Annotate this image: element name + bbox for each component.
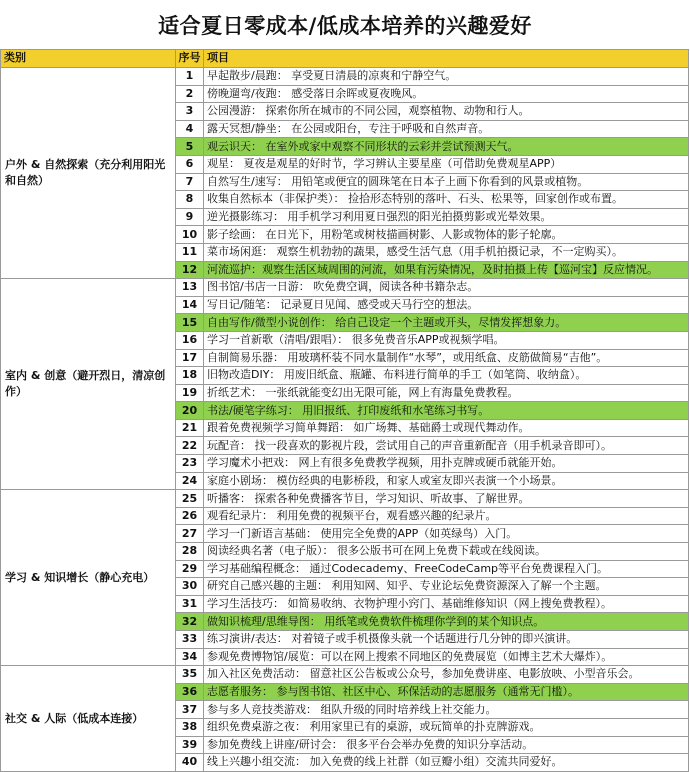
row-number: 20 bbox=[176, 402, 204, 420]
hobby-item: 做知识梳理/思维导图： 用纸笔或免费软件梳理你学到的某个知识点。 bbox=[204, 613, 689, 631]
row-number: 24 bbox=[176, 472, 204, 490]
row-number: 16 bbox=[176, 331, 204, 349]
row-number: 15 bbox=[176, 314, 204, 332]
row-number: 21 bbox=[176, 419, 204, 437]
row-number: 26 bbox=[176, 507, 204, 525]
hobby-item: 参观免费博物馆/展览：可以在网上搜索不同地区的免费展览（如博主艺术大爆炸）。 bbox=[204, 648, 689, 666]
row-number: 23 bbox=[176, 455, 204, 473]
hobby-item: 影子绘画： 在日光下，用粉笔或树枝描画树影、人影或物体的影子轮廓。 bbox=[204, 226, 689, 244]
row-number: 2 bbox=[176, 85, 204, 103]
row-number: 7 bbox=[176, 173, 204, 191]
row-number: 10 bbox=[176, 226, 204, 244]
hobby-item: 傍晚遛弯/夜跑： 感受落日余晖或夏夜晚风。 bbox=[204, 85, 689, 103]
header-item: 项目 bbox=[204, 50, 689, 68]
hobby-item: 研究自己感兴趣的主题： 利用知网、知乎、专业论坛免费资源深入了解一个主题。 bbox=[204, 578, 689, 596]
table-row bbox=[1, 490, 689, 508]
row-number: 5 bbox=[176, 138, 204, 156]
row-number: 1 bbox=[176, 68, 204, 86]
hobby-item: 学习魔术小把戏： 网上有很多免费教学视频，用扑克牌或硬币就能开始。 bbox=[204, 455, 689, 473]
row-number: 3 bbox=[176, 103, 204, 121]
row-number: 33 bbox=[176, 631, 204, 649]
hobby-item: 书法/硬笔字练习： 用旧报纸、打印废纸和水笔练习书写。 bbox=[204, 402, 689, 420]
row-number: 13 bbox=[176, 279, 204, 297]
hobby-item: 逆光摄影练习： 用手机学习利用夏日强烈的阳光拍摄剪影或光晕效果。 bbox=[204, 208, 689, 226]
hobby-item: 听播客： 探索各种免费播客节目，学习知识、听故事、了解世界。 bbox=[204, 490, 689, 508]
row-number: 8 bbox=[176, 191, 204, 209]
hobby-item: 早起散步/晨跑： 享受夏日清晨的凉爽和宁静空气。 bbox=[204, 68, 689, 86]
category-cell: 室内 & 创意（避开烈日，清凉创作） bbox=[1, 279, 176, 490]
hobby-item: 加入社区免费活动： 留意社区公告板或公众号，参加免费讲座、电影放映、小型音乐会。 bbox=[204, 666, 689, 684]
hobby-item: 学习生活技巧： 如简易收纳、衣物护理小窍门、基础维修知识（网上搜免费教程）。 bbox=[204, 595, 689, 613]
hobby-item: 露天冥想/静坐： 在公园或阳台，专注于呼吸和自然声音。 bbox=[204, 120, 689, 138]
row-number: 6 bbox=[176, 155, 204, 173]
header-index: 序号 bbox=[176, 50, 204, 68]
hobby-item: 折纸艺术： 一张纸就能变幻出无限可能，网上有海量免费教程。 bbox=[204, 384, 689, 402]
row-number: 39 bbox=[176, 736, 204, 754]
row-number: 27 bbox=[176, 525, 204, 543]
category-cell: 学习 & 知识增长（静心充电） bbox=[1, 490, 176, 666]
row-number: 35 bbox=[176, 666, 204, 684]
hobby-item: 观云识天： 在室外或家中观察不同形状的云彩并尝试预测天气。 bbox=[204, 138, 689, 156]
hobby-item: 观星： 夏夜是观星的好时节，学习辨认主要星座（可借助免费观星APP） bbox=[204, 155, 689, 173]
hobby-item: 公园漫游： 探索你所在城市的不同公园，观察植物、动物和行人。 bbox=[204, 103, 689, 121]
hobby-item: 组织免费桌游之夜： 利用家里已有的桌游，或玩简单的扑克牌游戏。 bbox=[204, 718, 689, 736]
hobby-item: 自由写作/微型小说创作： 给自己设定一个主题或开头，尽情发挥想象力。 bbox=[204, 314, 689, 332]
row-number: 28 bbox=[176, 543, 204, 561]
row-number: 29 bbox=[176, 560, 204, 578]
hobby-item: 河流巡护：观察生活区域周围的河流，如果有污染情况，及时拍摄上传【巡河宝】反应情况。 bbox=[204, 261, 689, 279]
hobby-item: 图书馆/书店一日游： 吹免费空调，阅读各种书籍杂志。 bbox=[204, 279, 689, 297]
table-row bbox=[1, 279, 689, 297]
row-number: 36 bbox=[176, 683, 204, 701]
row-number: 34 bbox=[176, 648, 204, 666]
row-number: 12 bbox=[176, 261, 204, 279]
hobby-item: 写日记/随笔： 记录夏日见闻、感受或天马行空的想法。 bbox=[204, 296, 689, 314]
hobby-table bbox=[0, 49, 689, 772]
row-number: 30 bbox=[176, 578, 204, 596]
row-number: 9 bbox=[176, 208, 204, 226]
hobby-item: 参与多人竞技类游戏： 组队升级的同时培养线上社交能力。 bbox=[204, 701, 689, 719]
row-number: 4 bbox=[176, 120, 204, 138]
hobby-item: 线上兴趣小组交流： 加入免费的线上社群（如豆瓣小组）交流共同爱好。 bbox=[204, 754, 689, 772]
category-cell: 社交 & 人际（低成本连接） bbox=[1, 666, 176, 772]
category-cell: 户外 & 自然探索（充分利用阳光和自然） bbox=[1, 68, 176, 279]
table-row bbox=[1, 666, 689, 684]
table-row bbox=[1, 68, 689, 86]
header-category: 类别 bbox=[1, 50, 176, 68]
hobby-item: 阅读经典名著（电子版）： 很多公版书可在网上免费下载或在线阅读。 bbox=[204, 543, 689, 561]
row-number: 22 bbox=[176, 437, 204, 455]
hobby-item: 旧物改造DIY： 用废旧纸盒、瓶罐、布料进行简单的手工（如笔筒、收纳盒）。 bbox=[204, 367, 689, 385]
row-number: 40 bbox=[176, 754, 204, 772]
row-number: 37 bbox=[176, 701, 204, 719]
hobby-item: 参加免费线上讲座/研讨会： 很多平台会举办免费的知识分享活动。 bbox=[204, 736, 689, 754]
hobby-item: 自制简易乐器： 用玻璃杯装不同水量制作“水琴”，或用纸盒、皮筋做简易“吉他”。 bbox=[204, 349, 689, 367]
hobby-item: 自然写生/速写： 用铅笔或便宜的圆珠笔在日本子上画下你看到的风景或植物。 bbox=[204, 173, 689, 191]
hobby-item: 收集自然标本（非保护类）： 捡拾形态特别的落叶、石头、松果等，回家创作或布置。 bbox=[204, 191, 689, 209]
hobby-item: 学习一首新歌（清唱/跟唱）： 很多免费音乐APP或视频学唱。 bbox=[204, 331, 689, 349]
row-number: 18 bbox=[176, 367, 204, 385]
row-number: 19 bbox=[176, 384, 204, 402]
row-number: 14 bbox=[176, 296, 204, 314]
row-number: 25 bbox=[176, 490, 204, 508]
hobby-item: 学习基础编程概念： 通过Codecademy、FreeCodeCamp等平台免费课程入门。 bbox=[204, 560, 689, 578]
hobby-item: 菜市场闲逛： 观察生机勃勃的蔬果，感受生活气息（用手机拍摄记录，不一定购买）。 bbox=[204, 243, 689, 261]
row-number: 17 bbox=[176, 349, 204, 367]
row-number: 38 bbox=[176, 718, 204, 736]
hobby-item: 练习演讲/表达： 对着镜子或手机摄像头就一个话题进行几分钟的即兴演讲。 bbox=[204, 631, 689, 649]
hobby-item: 志愿者服务： 参与图书馆、社区中心、环保活动的志愿服务（通常无门槛）。 bbox=[204, 683, 689, 701]
table-header-row bbox=[1, 50, 689, 68]
hobby-item: 学习一门新语言基础： 使用完全免费的APP（如英绿鸟）入门。 bbox=[204, 525, 689, 543]
hobby-item: 玩配音： 找一段喜欢的影视片段，尝试用自己的声音重新配音（用手机录音即可）。 bbox=[204, 437, 689, 455]
row-number: 11 bbox=[176, 243, 204, 261]
hobby-item: 跟着免费视频学习简单舞蹈： 如广场舞、基础爵士或现代舞动作。 bbox=[204, 419, 689, 437]
hobby-item: 观看纪录片： 利用免费的视频平台，观看感兴趣的纪录片。 bbox=[204, 507, 689, 525]
row-number: 31 bbox=[176, 595, 204, 613]
row-number: 32 bbox=[176, 613, 204, 631]
hobby-item: 家庭小剧场： 模仿经典的电影桥段，和家人或室友即兴表演一个小场景。 bbox=[204, 472, 689, 490]
page-title: 适合夏日零成本/低成本培养的兴趣爱好 bbox=[0, 0, 690, 49]
